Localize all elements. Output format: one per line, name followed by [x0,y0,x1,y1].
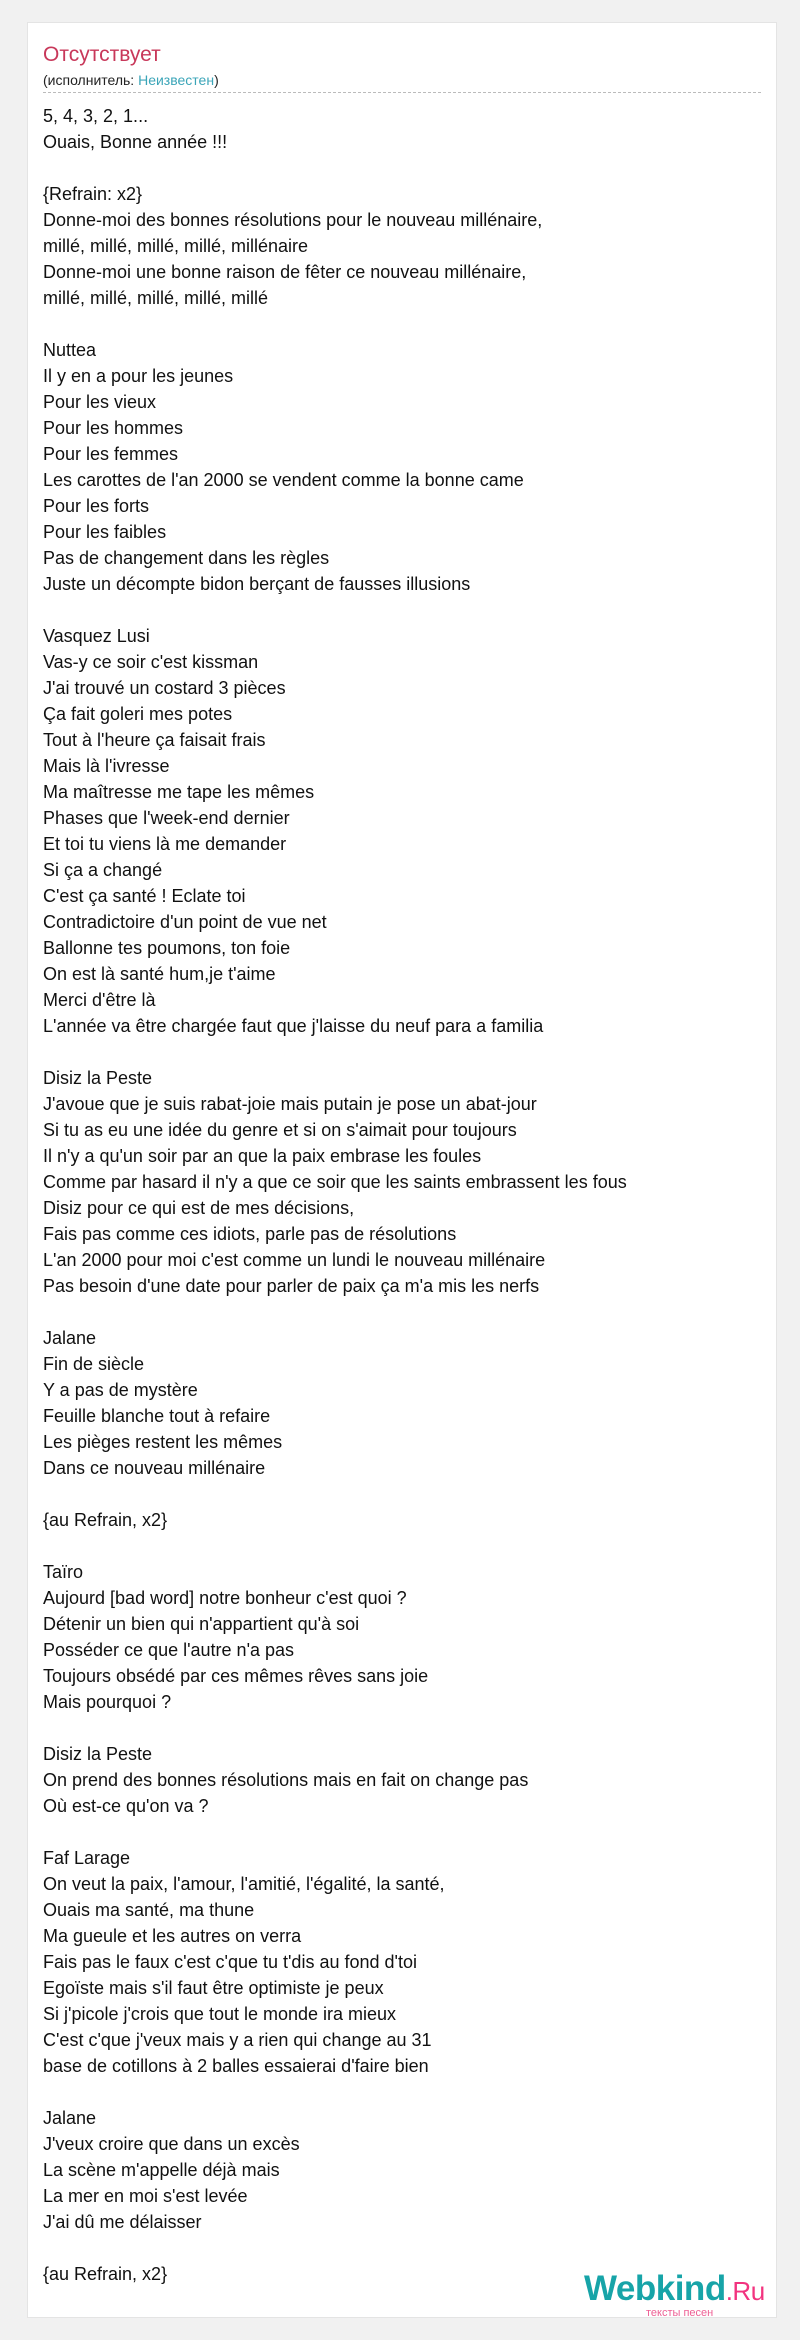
lyric-line: Disiz la Peste [43,1068,153,1088]
lyric-line: Ma gueule et les autres on verra [43,1926,302,1946]
lyric-line: Jalane [43,1328,97,1348]
lyric-line: J'avoue que je suis rabat-joie mais putain je pose un abat-jour [43,1094,537,1114]
lyric-line: Ballonne tes poumons, ton foie [43,938,291,958]
lyric-blank-line [43,155,763,181]
lyric-line: Dans ce nouveau millénaire [43,1458,266,1478]
lyric-line: Fais pas le faux c'est c'que tu t'dis au fond d'toi [43,1952,417,1972]
lyric-blank-line [43,311,763,337]
lyric-line: Faf Larage [43,1848,131,1868]
lyric-line: Ma maîtresse me tape les mêmes [43,782,315,802]
lyric-line: J'veux croire que dans un excès [43,2134,300,2154]
lyric-line: Tout à l'heure ça faisait frais [43,730,266,750]
lyric-line: J'ai trouvé un costard 3 pièces [43,678,286,698]
lyric-line: millé, millé, millé, millé, millénaire [43,236,309,256]
lyric-line: Contradictoire d'un point de vue net [43,912,327,932]
lyric-line: Merci d'être là [43,990,156,1010]
lyric-line: Y a pas de mystère [43,1380,198,1400]
lyric-line: Pour les femmes [43,444,179,464]
lyric-line: Vasquez Lusi [43,626,150,646]
lyric-line: Toujours obsédé par ces mêmes rêves sans joie [43,1666,429,1686]
lyric-line: Vas-y ce soir c'est kissman [43,652,259,672]
lyric-line: On prend des bonnes résolutions mais en fait on change pas [43,1770,529,1790]
webkind-logo[interactable] [584,2270,774,2320]
title-divider [43,92,761,93]
lyric-line: La mer en moi s'est levée [43,2186,248,2206]
logo-tagline: тексты песен [646,2307,714,2319]
lyric-line: Pour les faibles [43,522,167,542]
lyric-line: On veut la paix, l'amour, l'amitié, l'égalité, la santé, [43,1874,445,1894]
artist-prefix: (исполнитель: [43,72,139,88]
lyric-line: Taïro [43,1562,84,1582]
lyric-line: C'est c'que j'veux mais y a rien qui change au 31 [43,2030,432,2050]
lyric-line: Pour les forts [43,496,150,516]
artist-suffix: ) [214,72,219,88]
lyrics-text [43,103,763,2287]
lyric-line: Feuille blanche tout à refaire [43,1406,271,1426]
lyric-line: base de cotillons à 2 balles essaierai d'faire bien [43,2056,429,2076]
logo-main-text: Webkind [584,2269,726,2308]
lyric-line: Où est-ce qu'on va ? [43,1796,209,1816]
lyric-line: Détenir un bien qui n'appartient qu'à soi [43,1614,360,1634]
lyric-line: Et toi tu viens là me demander [43,834,287,854]
lyric-line: Si tu as eu une idée du genre et si on s'aimait pour toujours [43,1120,517,1140]
lyric-line: {au Refrain, x2} [43,1510,168,1530]
lyric-line: Il y en a pour les jeunes [43,366,234,386]
lyric-line: Les carottes de l'an 2000 se vendent comme la bonne came [43,470,524,490]
lyric-line: Fin de siècle [43,1354,145,1374]
lyric-line: Pour les hommes [43,418,184,438]
lyric-line: Ça fait goleri mes potes [43,704,233,724]
lyric-blank-line [43,1533,763,1559]
lyric-line: Disiz pour ce qui est de mes décisions, [43,1198,355,1218]
lyric-line: Pas besoin d'une date pour parler de paix ça m'a mis les nerfs [43,1276,540,1296]
lyric-line: Pour les vieux [43,392,157,412]
lyric-line: Phases que l'week-end dernier [43,808,290,828]
lyric-line: C'est ça santé ! Eclate toi [43,886,246,906]
artist-line [43,72,219,89]
lyric-line: Donne-moi des bonnes résolutions pour le nouveau millénaire, [43,210,543,230]
lyric-blank-line [43,2079,763,2105]
lyric-line: Ouais, Bonne année !!! [43,132,228,152]
lyric-line: Comme par hasard il n'y a que ce soir que les saints embrassent les fous [43,1172,627,1192]
lyric-line: L'an 2000 pour moi c'est comme un lundi le nouveau millénaire [43,1250,546,1270]
lyric-line: J'ai dû me délaisser [43,2212,202,2232]
logo-wordmark [584,2270,765,2310]
lyric-blank-line [43,1819,763,1845]
lyric-line: Posséder ce que l'autre n'a pas [43,1640,295,1660]
lyric-line: On est là santé hum,je t'aime [43,964,276,984]
lyric-line: Disiz la Peste [43,1744,153,1764]
lyric-line: Si ça a changé [43,860,163,880]
lyric-line: Pas de changement dans les règles [43,548,330,568]
lyric-line: Jalane [43,2108,97,2128]
lyric-line: Fais pas comme ces idiots, parle pas de résolutions [43,1224,457,1244]
lyric-line: Aujourd [bad word] notre bonheur c'est quoi ? [43,1588,407,1608]
lyric-line: millé, millé, millé, millé, millé [43,288,269,308]
artist-link[interactable]: Неизвестен [138,72,215,88]
lyric-line: Les pièges restent les mêmes [43,1432,283,1452]
lyric-line: Mais pourquoi ? [43,1692,172,1712]
lyric-line: L'année va être chargée faut que j'laisse du neuf para a familia [43,1016,544,1036]
lyric-blank-line [43,2235,763,2261]
lyric-line: 5, 4, 3, 2, 1... [43,106,149,126]
lyric-line: Si j'picole j'crois que tout le monde ira mieux [43,2004,397,2024]
lyric-line: Ouais ma santé, ma thune [43,1900,255,1920]
lyric-blank-line [43,1715,763,1741]
lyric-line: {Refrain: x2} [43,184,143,204]
lyric-blank-line [43,597,763,623]
lyric-line: Donne-moi une bonne raison de fêter ce nouveau millénaire, [43,262,527,282]
lyric-line: {au Refrain, x2} [43,2264,168,2284]
lyric-blank-line [43,1299,763,1325]
logo-suffix-text: .Ru [725,2276,765,2306]
lyric-line: Nuttea [43,340,97,360]
song-title: Отсутствует [43,43,161,66]
lyric-line: Juste un décompte bidon berçant de fausses illusions [43,574,471,594]
lyric-line: Il n'y a qu'un soir par an que la paix embrase les foules [43,1146,482,1166]
lyrics-card [27,22,777,2318]
lyric-line: La scène m'appelle déjà mais [43,2160,280,2180]
lyric-blank-line [43,1481,763,1507]
lyric-line: Egoïste mais s'il faut être optimiste je peux [43,1978,384,1998]
lyric-blank-line [43,1039,763,1065]
lyric-line: Mais là l'ivresse [43,756,170,776]
